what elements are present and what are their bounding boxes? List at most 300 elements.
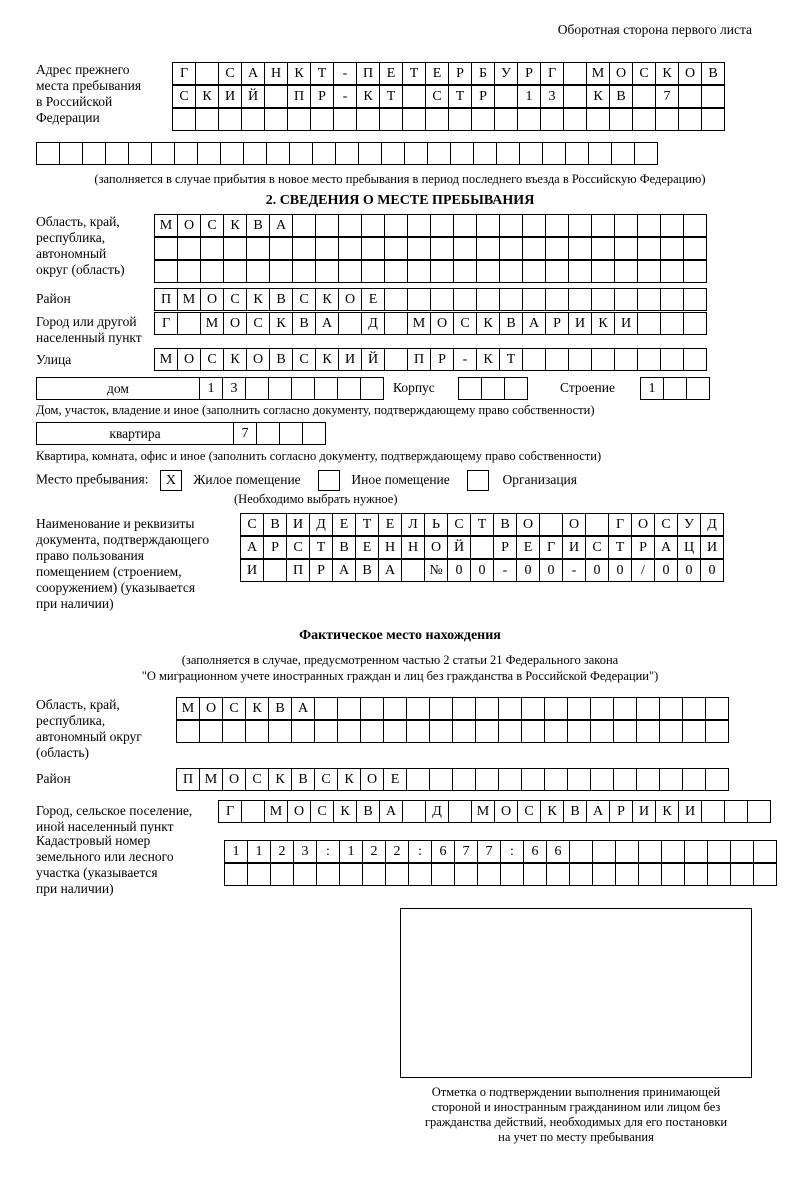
char-cell[interactable] bbox=[521, 768, 545, 791]
char-cell[interactable] bbox=[632, 108, 656, 131]
char-cell[interactable]: С bbox=[223, 288, 247, 311]
char-cell[interactable] bbox=[659, 697, 683, 720]
char-cell[interactable] bbox=[500, 863, 524, 886]
char-cell[interactable]: А bbox=[291, 697, 315, 720]
char-cell[interactable]: П bbox=[407, 348, 431, 371]
char-cell[interactable]: К bbox=[476, 348, 500, 371]
char-cell[interactable] bbox=[247, 863, 271, 886]
char-cell[interactable] bbox=[245, 377, 269, 400]
char-cell[interactable] bbox=[360, 697, 384, 720]
char-cell[interactable] bbox=[429, 697, 453, 720]
char-cell[interactable]: В bbox=[332, 536, 356, 559]
char-cell[interactable] bbox=[453, 260, 477, 283]
char-cell[interactable] bbox=[637, 288, 661, 311]
char-cell[interactable] bbox=[105, 142, 129, 165]
char-cell[interactable] bbox=[563, 62, 587, 85]
char-cell[interactable]: О bbox=[360, 768, 384, 791]
char-cell[interactable]: С bbox=[453, 312, 477, 335]
char-cell[interactable] bbox=[563, 85, 587, 108]
char-cell[interactable] bbox=[172, 108, 196, 131]
char-cell[interactable]: О bbox=[631, 513, 655, 536]
char-cell[interactable] bbox=[291, 720, 315, 743]
char-cell[interactable]: : bbox=[408, 840, 432, 863]
char-cell[interactable] bbox=[678, 108, 702, 131]
char-cell[interactable] bbox=[452, 720, 476, 743]
char-cell[interactable] bbox=[701, 85, 725, 108]
char-cell[interactable] bbox=[683, 312, 707, 335]
char-cell[interactable] bbox=[338, 214, 362, 237]
char-cell[interactable]: Л bbox=[401, 513, 425, 536]
actual-region-row-1[interactable] bbox=[176, 697, 728, 720]
char-cell[interactable] bbox=[683, 260, 707, 283]
char-cell[interactable] bbox=[408, 863, 432, 886]
char-cell[interactable]: - bbox=[333, 62, 357, 85]
doc-row-1[interactable] bbox=[240, 513, 723, 536]
char-cell[interactable] bbox=[504, 377, 528, 400]
char-cell[interactable]: А bbox=[241, 62, 265, 85]
char-cell[interactable] bbox=[458, 377, 482, 400]
char-cell[interactable]: И bbox=[286, 513, 310, 536]
char-cell[interactable]: А bbox=[332, 559, 356, 582]
char-cell[interactable] bbox=[473, 142, 497, 165]
char-cell[interactable] bbox=[498, 768, 522, 791]
char-cell[interactable] bbox=[545, 237, 569, 260]
char-cell[interactable] bbox=[637, 348, 661, 371]
char-cell[interactable] bbox=[268, 377, 292, 400]
char-cell[interactable]: И bbox=[614, 312, 638, 335]
char-cell[interactable] bbox=[402, 85, 426, 108]
char-cell[interactable]: С bbox=[245, 768, 269, 791]
char-cell[interactable] bbox=[637, 312, 661, 335]
char-cell[interactable]: О bbox=[424, 536, 448, 559]
char-cell[interactable] bbox=[614, 237, 638, 260]
char-cell[interactable]: А bbox=[378, 559, 402, 582]
char-cell[interactable] bbox=[660, 348, 684, 371]
char-cell[interactable] bbox=[521, 720, 545, 743]
char-cell[interactable]: 1 bbox=[517, 85, 541, 108]
char-cell[interactable] bbox=[568, 260, 592, 283]
char-cell[interactable]: С bbox=[200, 348, 224, 371]
char-cell[interactable]: Ц bbox=[677, 536, 701, 559]
char-cell[interactable]: С bbox=[292, 348, 316, 371]
char-cell[interactable]: В bbox=[269, 348, 293, 371]
char-cell[interactable] bbox=[683, 214, 707, 237]
char-cell[interactable]: 7 bbox=[454, 840, 478, 863]
char-cell[interactable] bbox=[384, 348, 408, 371]
char-cell[interactable]: П bbox=[356, 62, 380, 85]
char-cell[interactable]: Е bbox=[332, 513, 356, 536]
char-cell[interactable]: О bbox=[678, 62, 702, 85]
char-cell[interactable] bbox=[545, 260, 569, 283]
char-cell[interactable]: О bbox=[199, 697, 223, 720]
char-cell[interactable] bbox=[291, 377, 315, 400]
char-cell[interactable]: Т bbox=[355, 513, 379, 536]
char-cell[interactable] bbox=[522, 237, 546, 260]
char-cell[interactable] bbox=[361, 260, 385, 283]
char-cell[interactable] bbox=[591, 288, 615, 311]
char-cell[interactable]: О bbox=[222, 768, 246, 791]
char-cell[interactable]: 0 bbox=[585, 559, 609, 582]
char-cell[interactable]: Р bbox=[448, 62, 472, 85]
char-cell[interactable] bbox=[613, 697, 637, 720]
char-cell[interactable]: К bbox=[195, 85, 219, 108]
char-cell[interactable] bbox=[568, 214, 592, 237]
char-cell[interactable] bbox=[256, 422, 280, 445]
char-cell[interactable]: Р bbox=[309, 559, 333, 582]
char-cell[interactable] bbox=[498, 697, 522, 720]
char-cell[interactable]: К bbox=[655, 800, 679, 823]
char-cell[interactable] bbox=[195, 62, 219, 85]
char-cell[interactable]: Д bbox=[361, 312, 385, 335]
char-cell[interactable]: М bbox=[154, 214, 178, 237]
char-cell[interactable]: К bbox=[655, 62, 679, 85]
char-cell[interactable]: А bbox=[240, 536, 264, 559]
prev-address-row-1[interactable] bbox=[172, 62, 724, 85]
char-cell[interactable]: 0 bbox=[539, 559, 563, 582]
char-cell[interactable]: Б bbox=[471, 62, 495, 85]
char-cell[interactable] bbox=[682, 768, 706, 791]
char-cell[interactable] bbox=[544, 697, 568, 720]
char-cell[interactable]: С bbox=[517, 800, 541, 823]
char-cell[interactable]: Н bbox=[378, 536, 402, 559]
char-cell[interactable]: О bbox=[177, 348, 201, 371]
char-cell[interactable] bbox=[678, 85, 702, 108]
char-cell[interactable]: - bbox=[453, 348, 477, 371]
char-cell[interactable] bbox=[339, 863, 363, 886]
char-cell[interactable] bbox=[335, 142, 359, 165]
char-cell[interactable] bbox=[683, 237, 707, 260]
char-cell[interactable] bbox=[338, 237, 362, 260]
char-cell[interactable]: Д bbox=[425, 800, 449, 823]
char-cell[interactable]: А bbox=[269, 214, 293, 237]
char-cell[interactable] bbox=[682, 697, 706, 720]
char-cell[interactable] bbox=[218, 108, 242, 131]
char-cell[interactable]: 7 bbox=[655, 85, 679, 108]
char-cell[interactable]: 2 bbox=[385, 840, 409, 863]
char-cell[interactable] bbox=[682, 720, 706, 743]
char-cell[interactable]: Т bbox=[448, 85, 472, 108]
char-cell[interactable] bbox=[200, 237, 224, 260]
char-cell[interactable]: Г bbox=[172, 62, 196, 85]
char-cell[interactable] bbox=[747, 800, 771, 823]
char-cell[interactable] bbox=[315, 237, 339, 260]
char-cell[interactable] bbox=[82, 142, 106, 165]
char-cell[interactable] bbox=[614, 260, 638, 283]
char-cell[interactable] bbox=[302, 422, 326, 445]
char-cell[interactable] bbox=[36, 142, 60, 165]
char-cell[interactable]: Ь bbox=[424, 513, 448, 536]
char-cell[interactable]: С bbox=[240, 513, 264, 536]
actual-district-row[interactable] bbox=[176, 768, 728, 791]
char-cell[interactable] bbox=[517, 108, 541, 131]
char-cell[interactable]: Р bbox=[609, 800, 633, 823]
char-cell[interactable]: Й bbox=[447, 536, 471, 559]
char-cell[interactable]: Р bbox=[631, 536, 655, 559]
char-cell[interactable]: 2 bbox=[362, 840, 386, 863]
char-cell[interactable]: П bbox=[287, 85, 311, 108]
char-cell[interactable]: Т bbox=[499, 348, 523, 371]
char-cell[interactable] bbox=[360, 377, 384, 400]
char-cell[interactable] bbox=[683, 348, 707, 371]
char-cell[interactable]: К bbox=[223, 348, 247, 371]
char-cell[interactable] bbox=[454, 863, 478, 886]
char-cell[interactable] bbox=[494, 108, 518, 131]
char-cell[interactable]: В bbox=[292, 312, 316, 335]
char-cell[interactable] bbox=[174, 142, 198, 165]
char-cell[interactable] bbox=[544, 768, 568, 791]
char-cell[interactable]: М bbox=[264, 800, 288, 823]
char-cell[interactable] bbox=[245, 720, 269, 743]
char-cell[interactable] bbox=[333, 108, 357, 131]
char-cell[interactable]: Г bbox=[154, 312, 178, 335]
dom-cells[interactable] bbox=[199, 377, 383, 400]
char-cell[interactable] bbox=[684, 840, 708, 863]
char-cell[interactable] bbox=[269, 237, 293, 260]
char-cell[interactable]: В bbox=[499, 312, 523, 335]
char-cell[interactable]: К bbox=[223, 214, 247, 237]
char-cell[interactable] bbox=[223, 260, 247, 283]
char-cell[interactable] bbox=[730, 863, 754, 886]
char-cell[interactable] bbox=[384, 260, 408, 283]
char-cell[interactable]: Г bbox=[539, 536, 563, 559]
char-cell[interactable]: С bbox=[246, 312, 270, 335]
char-cell[interactable] bbox=[293, 863, 317, 886]
char-cell[interactable] bbox=[569, 840, 593, 863]
char-cell[interactable] bbox=[476, 237, 500, 260]
char-cell[interactable]: М bbox=[154, 348, 178, 371]
char-cell[interactable] bbox=[379, 108, 403, 131]
char-cell[interactable] bbox=[475, 720, 499, 743]
char-cell[interactable] bbox=[522, 214, 546, 237]
char-cell[interactable]: 1 bbox=[339, 840, 363, 863]
char-cell[interactable]: Е bbox=[355, 536, 379, 559]
char-cell[interactable]: С bbox=[200, 214, 224, 237]
char-cell[interactable] bbox=[384, 237, 408, 260]
char-cell[interactable]: Е bbox=[383, 768, 407, 791]
street-row[interactable] bbox=[154, 348, 706, 371]
char-cell[interactable] bbox=[567, 720, 591, 743]
char-cell[interactable]: С bbox=[218, 62, 242, 85]
char-cell[interactable]: С bbox=[632, 62, 656, 85]
char-cell[interactable]: Е bbox=[516, 536, 540, 559]
prev-address-row-3[interactable] bbox=[172, 108, 724, 131]
char-cell[interactable] bbox=[176, 720, 200, 743]
char-cell[interactable] bbox=[660, 288, 684, 311]
stroenie-cells[interactable] bbox=[640, 377, 709, 400]
char-cell[interactable] bbox=[266, 142, 290, 165]
char-cell[interactable] bbox=[425, 108, 449, 131]
char-cell[interactable] bbox=[636, 697, 660, 720]
char-cell[interactable] bbox=[684, 863, 708, 886]
char-cell[interactable]: П bbox=[176, 768, 200, 791]
char-cell[interactable] bbox=[471, 108, 495, 131]
char-cell[interactable]: К bbox=[337, 768, 361, 791]
char-cell[interactable] bbox=[197, 142, 221, 165]
char-cell[interactable] bbox=[287, 108, 311, 131]
char-cell[interactable] bbox=[638, 840, 662, 863]
char-cell[interactable] bbox=[356, 108, 380, 131]
char-cell[interactable] bbox=[316, 863, 340, 886]
char-cell[interactable]: № bbox=[424, 559, 448, 582]
char-cell[interactable] bbox=[475, 697, 499, 720]
char-cell[interactable] bbox=[338, 260, 362, 283]
char-cell[interactable] bbox=[660, 214, 684, 237]
district-row[interactable] bbox=[154, 288, 706, 311]
char-cell[interactable]: Е bbox=[361, 288, 385, 311]
char-cell[interactable] bbox=[448, 800, 472, 823]
char-cell[interactable] bbox=[223, 237, 247, 260]
char-cell[interactable] bbox=[360, 720, 384, 743]
char-cell[interactable] bbox=[224, 863, 248, 886]
char-cell[interactable]: П bbox=[286, 559, 310, 582]
char-cell[interactable]: К bbox=[315, 288, 339, 311]
char-cell[interactable]: Е bbox=[425, 62, 449, 85]
char-cell[interactable] bbox=[637, 214, 661, 237]
char-cell[interactable]: В bbox=[263, 513, 287, 536]
char-cell[interactable] bbox=[636, 720, 660, 743]
char-cell[interactable] bbox=[753, 840, 777, 863]
city-row-1[interactable] bbox=[154, 312, 706, 335]
char-cell[interactable] bbox=[591, 260, 615, 283]
char-cell[interactable] bbox=[591, 348, 615, 371]
char-cell[interactable] bbox=[476, 260, 500, 283]
char-cell[interactable]: О bbox=[338, 288, 362, 311]
char-cell[interactable] bbox=[384, 312, 408, 335]
char-cell[interactable] bbox=[660, 237, 684, 260]
char-cell[interactable]: И bbox=[562, 536, 586, 559]
char-cell[interactable]: В bbox=[246, 214, 270, 237]
char-cell[interactable] bbox=[499, 288, 523, 311]
char-cell[interactable] bbox=[615, 840, 639, 863]
char-cell[interactable] bbox=[450, 142, 474, 165]
char-cell[interactable] bbox=[590, 697, 614, 720]
char-cell[interactable] bbox=[499, 237, 523, 260]
char-cell[interactable]: М bbox=[407, 312, 431, 335]
char-cell[interactable] bbox=[337, 720, 361, 743]
char-cell[interactable] bbox=[614, 288, 638, 311]
char-cell[interactable] bbox=[522, 348, 546, 371]
char-cell[interactable] bbox=[246, 237, 270, 260]
char-cell[interactable] bbox=[637, 237, 661, 260]
char-cell[interactable]: С bbox=[447, 513, 471, 536]
char-cell[interactable] bbox=[177, 260, 201, 283]
char-cell[interactable] bbox=[499, 214, 523, 237]
char-cell[interactable] bbox=[753, 863, 777, 886]
char-cell[interactable]: С bbox=[292, 288, 316, 311]
char-cell[interactable] bbox=[59, 142, 83, 165]
checkbox-organizaciya[interactable] bbox=[467, 470, 489, 491]
char-cell[interactable] bbox=[476, 214, 500, 237]
char-cell[interactable] bbox=[177, 237, 201, 260]
char-cell[interactable] bbox=[498, 720, 522, 743]
char-cell[interactable] bbox=[585, 513, 609, 536]
char-cell[interactable]: С bbox=[654, 513, 678, 536]
char-cell[interactable]: М bbox=[471, 800, 495, 823]
char-cell[interactable]: С bbox=[172, 85, 196, 108]
char-cell[interactable]: Р bbox=[493, 536, 517, 559]
char-cell[interactable] bbox=[522, 260, 546, 283]
char-cell[interactable] bbox=[655, 108, 679, 131]
char-cell[interactable] bbox=[476, 288, 500, 311]
char-cell[interactable]: : bbox=[316, 840, 340, 863]
char-cell[interactable] bbox=[128, 142, 152, 165]
char-cell[interactable] bbox=[361, 214, 385, 237]
char-cell[interactable] bbox=[544, 720, 568, 743]
char-cell[interactable] bbox=[590, 720, 614, 743]
char-cell[interactable]: О bbox=[494, 800, 518, 823]
char-cell[interactable] bbox=[660, 260, 684, 283]
kvartira-cells[interactable] bbox=[233, 422, 325, 445]
char-cell[interactable] bbox=[540, 108, 564, 131]
region-row-2[interactable] bbox=[154, 237, 706, 260]
char-cell[interactable]: 0 bbox=[447, 559, 471, 582]
char-cell[interactable]: В bbox=[355, 559, 379, 582]
char-cell[interactable] bbox=[430, 260, 454, 283]
char-cell[interactable]: Т bbox=[309, 536, 333, 559]
char-cell[interactable] bbox=[177, 312, 201, 335]
char-cell[interactable]: 3 bbox=[222, 377, 246, 400]
char-cell[interactable]: Р bbox=[430, 348, 454, 371]
char-cell[interactable] bbox=[609, 108, 633, 131]
char-cell[interactable] bbox=[361, 237, 385, 260]
char-cell[interactable] bbox=[154, 237, 178, 260]
char-cell[interactable] bbox=[243, 142, 267, 165]
char-cell[interactable] bbox=[358, 142, 382, 165]
char-cell[interactable]: И bbox=[678, 800, 702, 823]
char-cell[interactable]: В bbox=[609, 85, 633, 108]
char-cell[interactable]: Р bbox=[263, 536, 287, 559]
char-cell[interactable]: В bbox=[493, 513, 517, 536]
char-cell[interactable] bbox=[383, 720, 407, 743]
char-cell[interactable] bbox=[453, 214, 477, 237]
char-cell[interactable] bbox=[289, 142, 313, 165]
char-cell[interactable] bbox=[660, 312, 684, 335]
char-cell[interactable]: К bbox=[333, 800, 357, 823]
char-cell[interactable]: К bbox=[476, 312, 500, 335]
region-row-3[interactable] bbox=[154, 260, 706, 283]
char-cell[interactable]: М bbox=[586, 62, 610, 85]
char-cell[interactable]: У bbox=[677, 513, 701, 536]
region-row-1[interactable] bbox=[154, 214, 706, 237]
char-cell[interactable]: 6 bbox=[546, 840, 570, 863]
char-cell[interactable]: М bbox=[200, 312, 224, 335]
char-cell[interactable]: 1 bbox=[224, 840, 248, 863]
char-cell[interactable]: 0 bbox=[700, 559, 724, 582]
char-cell[interactable] bbox=[453, 237, 477, 260]
prev-address-row-2[interactable] bbox=[172, 85, 724, 108]
char-cell[interactable]: К bbox=[540, 800, 564, 823]
char-cell[interactable] bbox=[270, 863, 294, 886]
char-cell[interactable] bbox=[362, 863, 386, 886]
char-cell[interactable]: К bbox=[245, 697, 269, 720]
char-cell[interactable]: В bbox=[291, 768, 315, 791]
char-cell[interactable] bbox=[568, 237, 592, 260]
char-cell[interactable] bbox=[220, 142, 244, 165]
char-cell[interactable]: С bbox=[314, 768, 338, 791]
char-cell[interactable] bbox=[613, 768, 637, 791]
char-cell[interactable]: К bbox=[246, 288, 270, 311]
char-cell[interactable]: Н bbox=[401, 536, 425, 559]
char-cell[interactable]: О bbox=[223, 312, 247, 335]
char-cell[interactable] bbox=[402, 108, 426, 131]
char-cell[interactable]: 1 bbox=[247, 840, 271, 863]
char-cell[interactable] bbox=[569, 863, 593, 886]
char-cell[interactable]: 2 bbox=[270, 840, 294, 863]
char-cell[interactable]: О bbox=[246, 348, 270, 371]
char-cell[interactable]: К bbox=[287, 62, 311, 85]
char-cell[interactable] bbox=[452, 697, 476, 720]
char-cell[interactable] bbox=[683, 288, 707, 311]
